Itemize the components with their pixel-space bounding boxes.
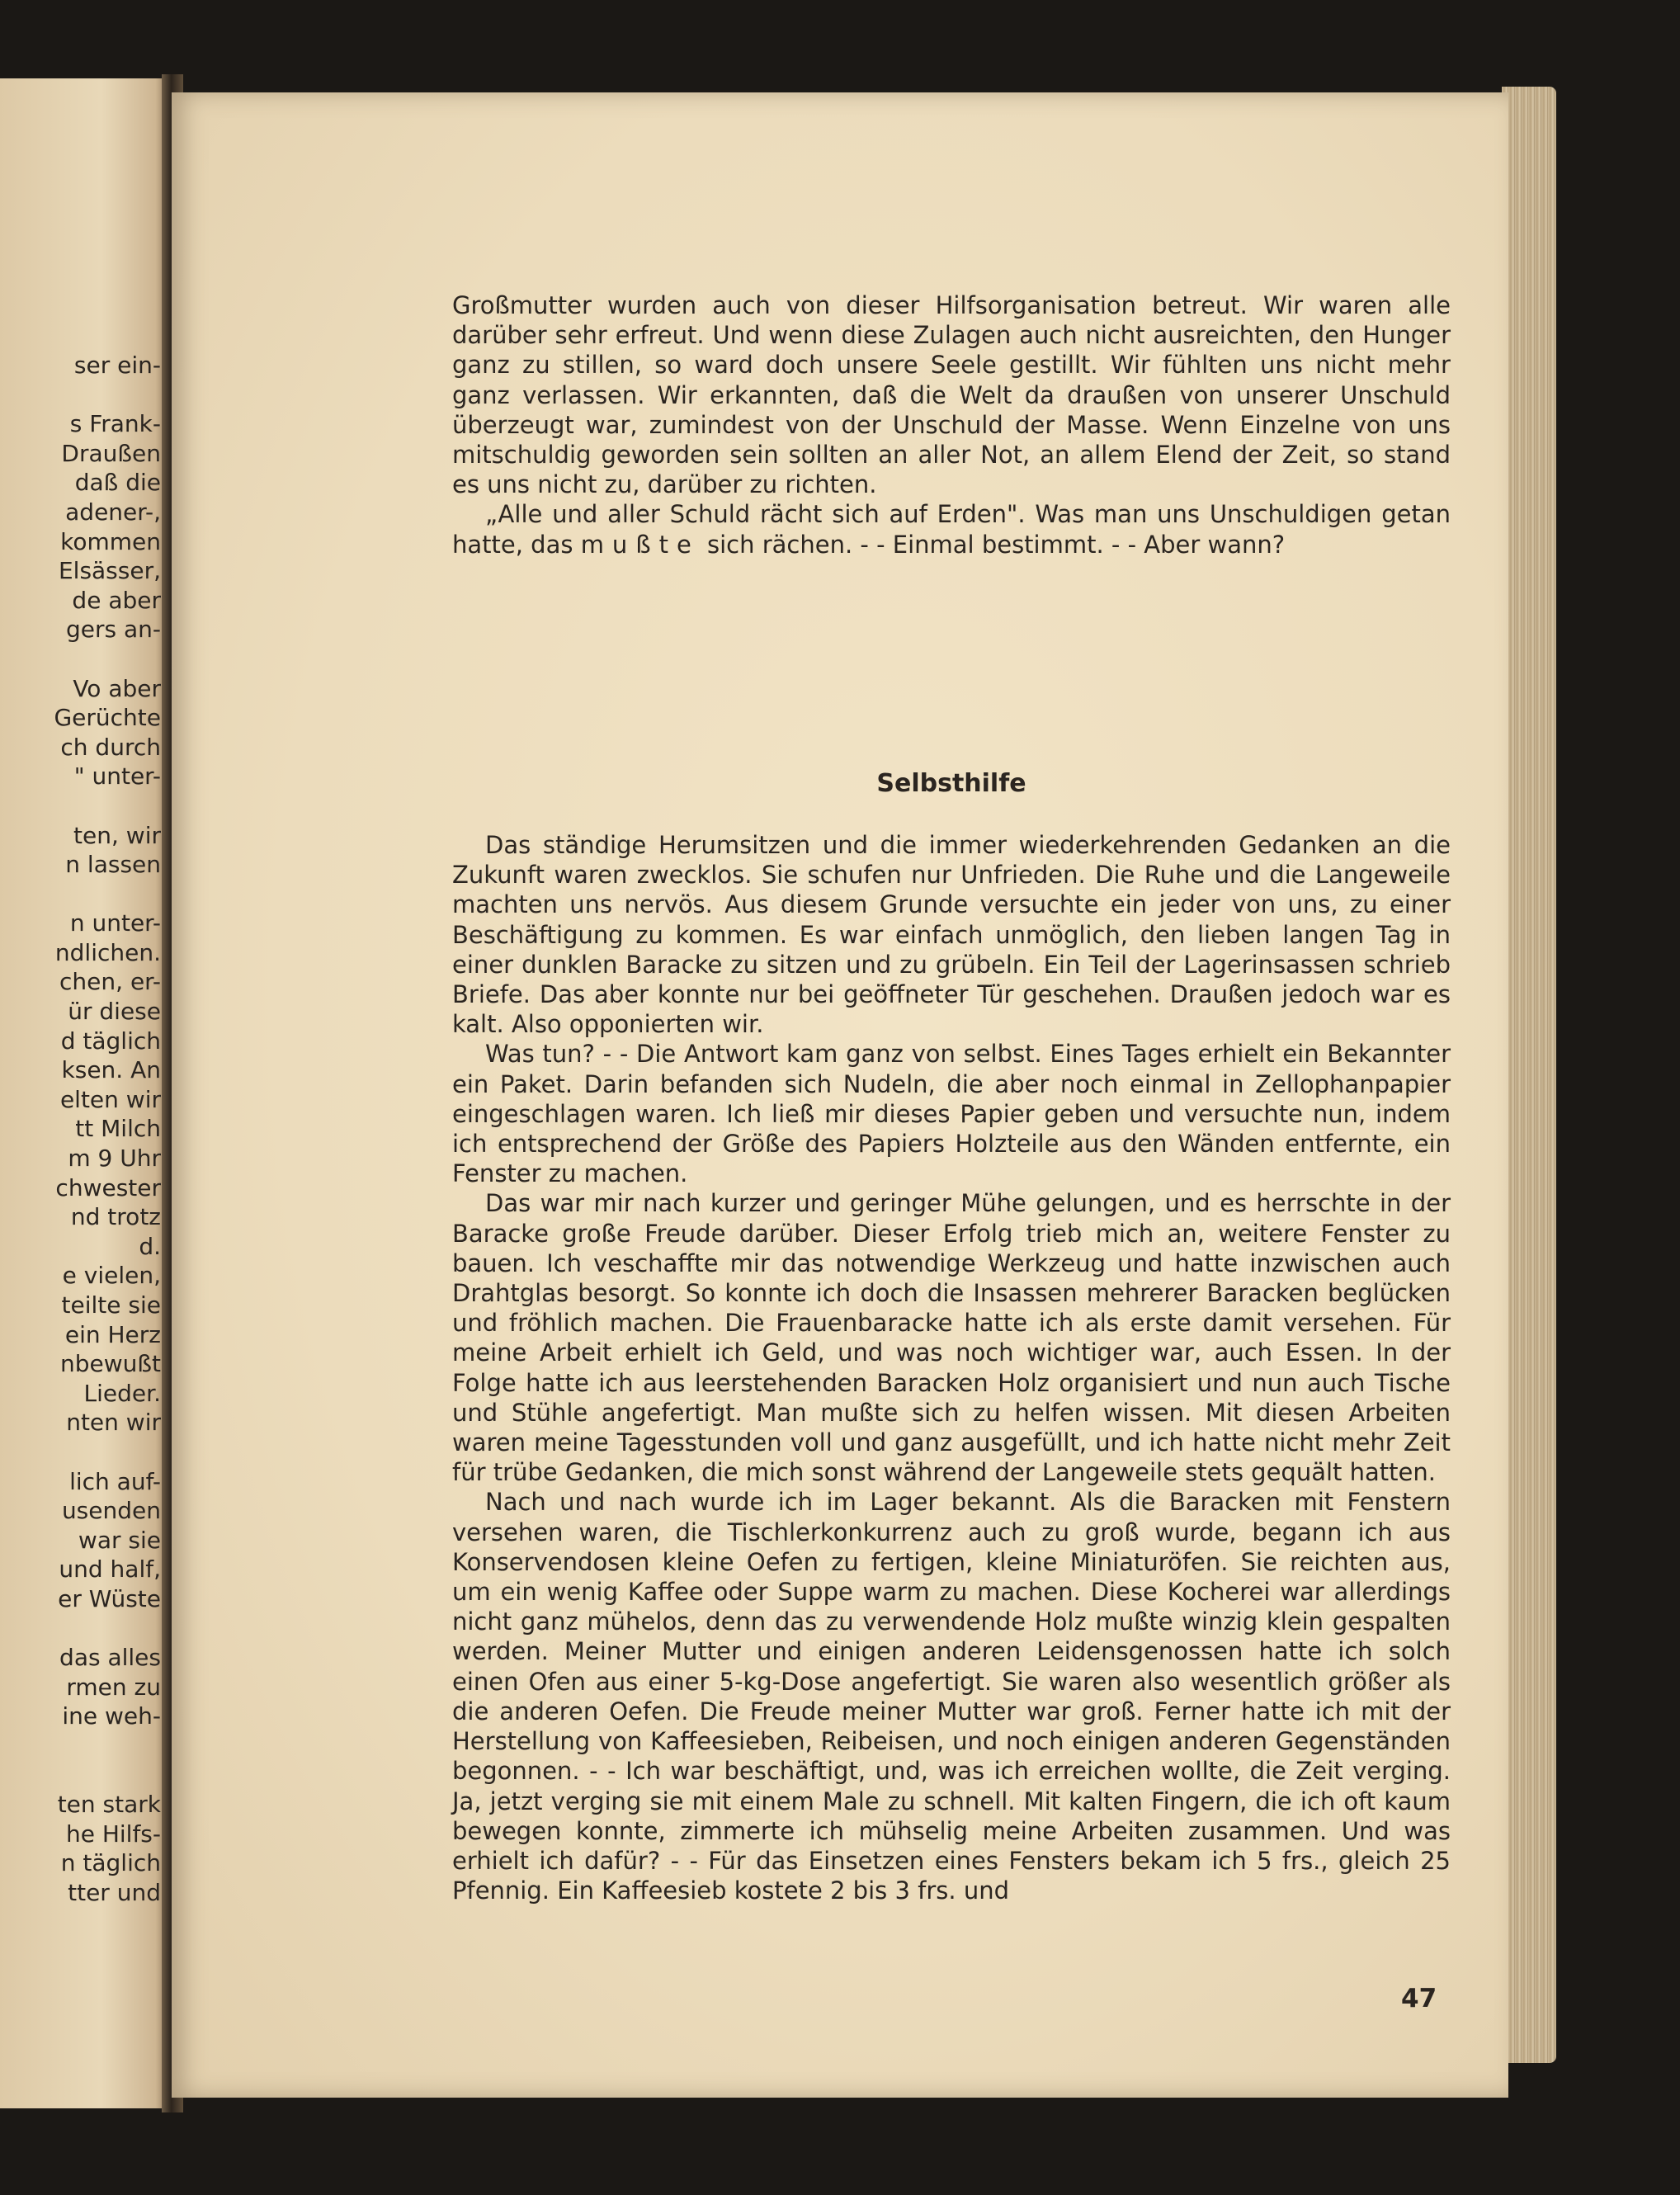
previous-page-line bbox=[0, 644, 161, 674]
previous-page-line: Draußen bbox=[61, 439, 161, 467]
previous-page-line: e vielen, bbox=[62, 1262, 161, 1290]
section-paragraph-1: Das ständige Herumsitzen und die immer wiederkehrenden Gedanken an die Zukunft waren zwecklos. Sie schufen nur Unfrieden. Die Ruhe und die Langeweile machten uns nervös. Aus diesem Grunde versuchte ein jeder von uns, zu einer Beschäftigung zu kommen. Es war einfach unmöglich, den lieben langen Tag in einer dunklen Baracke zu sitzen und zu grübeln. Ein Teil der Lagerinsassen schrieb Briefe. Das aber konnte nur bei geöffneter Tür geschehen. Draußen jedoch war es kalt. Also opponierten wir. bbox=[452, 831, 1451, 1039]
previous-page-line: ten stark bbox=[57, 1791, 161, 1819]
top-paragraph: Großmutter wurden auch von dieser Hilfsorganisation betreut. Wir waren alle darüber sehr erfreut. Und wenn diese Zulagen auch nicht ausreichten, den Hunger ganz zu stillen, so ward doch unsere Seele gestillt. Wir fühlten uns nicht mehr ganz verlassen. Wir erkannten, daß die Welt da draußen von unserer Unschuld überzeugt war, zumindest von der Unschuld der Masse. Wenn Einzelne von uns mitschuldig geworden sein sollten an aller Not, an allem Elend der Zeit, so stand es uns nicht zu, darüber zu richten. bbox=[452, 291, 1451, 499]
page-number: 47 bbox=[1401, 1984, 1437, 2013]
previous-page-line: nd trotz bbox=[70, 1203, 161, 1231]
previous-page-line: teilte sie bbox=[61, 1291, 161, 1319]
previous-page-line: lich auf- bbox=[69, 1467, 161, 1495]
previous-page-line: n lassen bbox=[65, 851, 161, 879]
previous-page-line bbox=[0, 1761, 161, 1791]
previous-page-line: kommen bbox=[60, 527, 161, 555]
previous-page-line: elten wir bbox=[59, 1085, 161, 1113]
quote-spaced-word: mußte bbox=[580, 530, 700, 559]
quote-after: sich rächen. - - Einmal bestimmt. - - Aber wann? bbox=[707, 530, 1286, 559]
previous-page-line: ser ein- bbox=[73, 352, 161, 379]
section-paragraph-4: Nach und nach wurde ich im Lager bekannt. Als die Baracken mit Fenstern versehen waren, die Tischlerkonkurrenz auch zu groß wurde, begann ich aus Konservendosen kleine Oefen zu fertigen, kleine Miniaturöfen. Sie reichten aus, um ein wenig Kaffee oder Suppe warm zu machen. Diese Kocherei war allerdings nicht ganz mühelos, denn das zu verwendende Holz mußte winzig klein gespalten werden. Meiner Mutter und einigen anderen Leidensgenossen hatte ich solch einen Ofen aus einer 5-kg-Dose angefertigt. Sie waren also wesentlich größer als die anderen Oefen. Die Freude meiner Mutter war groß. Ferner hatte ich mit der Herstellung von Kaffeesieben, Reibeisen, und noch einigen anderen Gegenständen begonnen. - - Ich war beschäftigt, und, was ich erreichen wollte, die Zeit verging. Ja, jetzt verging sie mit einem Male zu schnell. Mit kalten Fingern, die ich oft kaum bewegen konnte, zimmerte ich mühselig meine Arbeiten zusammen. Und was erhielt ich dafür? - - Für das Einsetzen eines Fensters bekam ich 5 frs., gleich 25 Pfennig. Ein Kaffeesieb kostete 2 bis 3 frs. und bbox=[452, 1488, 1451, 1905]
quote-before: „Alle und aller Schuld rächt sich auf Erden". Was man uns Unschuldigen getan hatte, das bbox=[452, 500, 1451, 559]
previous-page-line: chen, er- bbox=[59, 968, 161, 996]
previous-page-line: gers an- bbox=[65, 616, 161, 644]
previous-page-line: ch durch bbox=[60, 733, 161, 761]
previous-page bbox=[0, 78, 169, 2108]
previous-page-line: ksen. An bbox=[61, 1056, 161, 1084]
previous-page-line: d täglich bbox=[60, 1027, 161, 1055]
previous-page-line: n unter- bbox=[69, 909, 161, 937]
previous-page-line: usenden bbox=[61, 1497, 161, 1525]
previous-page-line: n täglich bbox=[60, 1849, 161, 1877]
previous-page-line bbox=[0, 1731, 161, 1761]
previous-page-line: he Hilfs- bbox=[65, 1820, 161, 1848]
page-edges bbox=[1502, 87, 1556, 2063]
previous-page-line: chwester bbox=[55, 1173, 161, 1201]
previous-page-line: " unter- bbox=[73, 762, 161, 791]
previous-page-line: de aber bbox=[72, 586, 161, 614]
previous-page-line bbox=[0, 880, 161, 909]
quote-paragraph bbox=[452, 499, 1451, 559]
previous-page-line: d. bbox=[139, 1232, 161, 1260]
previous-page-line bbox=[0, 1614, 161, 1644]
previous-page-line: war sie bbox=[78, 1526, 161, 1554]
previous-page-line: und half, bbox=[59, 1555, 161, 1584]
previous-page-line: er Wüste bbox=[58, 1584, 161, 1612]
section-paragraph-2: Was tun? - - Die Antwort kam ganz von selbst. Eines Tages erhielt ein Bekannter ein Paket. Darin befanden sich Nudeln, die aber noch einmal in Zellophanpapier eingeschlagen waren. Ich ließ mir dieses Papier geben und versuchte nun, indem ich entsprechend der Größe des Papiers Holzteile aus den Wänden entfernte, ein Fenster zu machen. bbox=[452, 1040, 1451, 1188]
previous-page-line: Gerüchte bbox=[54, 704, 161, 732]
previous-page-line: m 9 Uhr bbox=[68, 1145, 161, 1173]
previous-page-line: das alles bbox=[59, 1644, 161, 1672]
previous-page-line: Elsässer, bbox=[58, 557, 161, 585]
previous-page-line bbox=[0, 1437, 161, 1467]
section-heading: Selbsthilfe bbox=[876, 769, 1026, 798]
previous-page-line: Vo aber bbox=[73, 674, 161, 702]
section-text-block bbox=[452, 830, 1451, 1905]
previous-page-line bbox=[0, 791, 161, 821]
previous-page-line: rmen zu bbox=[66, 1673, 161, 1701]
previous-page-text bbox=[0, 351, 161, 1907]
previous-page-line: tt Milch bbox=[75, 1115, 161, 1143]
previous-page-line: ine weh- bbox=[62, 1702, 161, 1730]
previous-page-line: nten wir bbox=[66, 1409, 161, 1437]
section-paragraph-3: Das war mir nach kurzer und geringer Mühe gelungen, und es herrschte in der Baracke große Freude darüber. Dieser Erfolg trieb mich an, weitere Fenster zu bauen. Ich veschaffte mir das notwendige Werkzeug und hatte inzwischen auch Drahtglas besorgt. So konnte ich doch die Insassen mehrerer Baracken beglücken und fröhlich machen. Die Frauenbaracke hatte ich als erste damit versehen. Für meine Arbeit erhielt ich Geld, und was noch wichtiger war, auch Essen. In der Folge hatte ich aus leerstehenden Baracken Holz organisiert und nun auch Tische und Stühle angefertigt. Man mußte sich zu helfen wissen. Mit diesen Arbeiten waren meine Tagesstunden voll und ganz ausgefüllt, und ich hatte nicht mehr Zeit für trübe Gedanken, die mich sonst während der Langeweile stets gequält hatten. bbox=[452, 1189, 1451, 1487]
top-text-block bbox=[452, 290, 1451, 559]
previous-page-line: ndlichen. bbox=[54, 938, 161, 966]
previous-page-line: Lieder. bbox=[83, 1379, 161, 1407]
previous-page-line: ür diese bbox=[68, 998, 161, 1026]
previous-page-line: daß die bbox=[74, 469, 161, 497]
previous-page-line: ein Herz bbox=[64, 1320, 161, 1348]
previous-page-line: s Frank- bbox=[69, 410, 161, 438]
previous-page-line bbox=[0, 380, 161, 410]
previous-page-line: nbewußt bbox=[59, 1350, 161, 1378]
current-page bbox=[172, 92, 1508, 2098]
previous-page-line: ten, wir bbox=[73, 821, 161, 849]
previous-page-line: tter und bbox=[68, 1878, 161, 1906]
previous-page-line: adener-, bbox=[65, 498, 161, 526]
